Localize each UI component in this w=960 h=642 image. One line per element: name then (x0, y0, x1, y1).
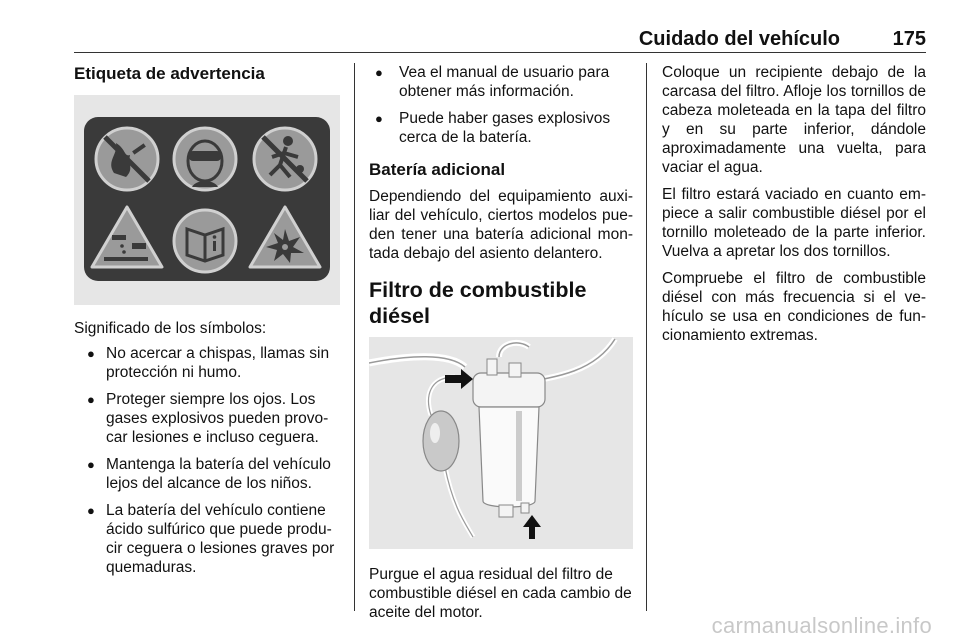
list-item-text: Mantenga la batería del vehículo lejos del alcance de los niños. (106, 456, 331, 492)
column-2 (369, 63, 633, 630)
column-divider (646, 63, 647, 611)
list-item-text: Puede haber gases explosivos cerca de la batería. (399, 110, 611, 146)
section-heading-diesel-filter: Filtro de combustible diésel (369, 278, 587, 328)
diesel-filter-figure (369, 337, 633, 549)
additional-battery-text: Dependiendo del equipamiento auxi-liar del vehículo, ciertos modelos pue-den tener una batería adicional mon-tada debajo del asiento delantero. (369, 188, 633, 262)
no-fire-icon (96, 128, 158, 190)
eye-protection-icon (174, 128, 236, 190)
list-item: ● No acercar a chispas, llamas sin protección ni humo. (87, 345, 330, 381)
symbol-meanings-list (74, 344, 340, 577)
paragraph: Coloque un recipiente debajo de la carcasa del filtro. Afloje los tornillos de cabeza moleteada en la tapa del filtro y en su parte inferior, dándole aproximadamente una vuelta, para vaciar el agua. (662, 64, 926, 176)
arrow-icon (445, 369, 473, 389)
subsection-heading: Batería adicional (369, 160, 506, 179)
list-item: ● Mantenga la batería del vehículo lejos del alcance de los niños. (87, 456, 331, 492)
symbol-meanings-list-continued (369, 63, 633, 147)
column-divider (354, 63, 355, 611)
list-item-text: Proteger siempre los ojos. Los gases explosivos pueden provo-car lesiones e incluso ceguera. (106, 391, 329, 446)
list-item-text: Vea el manual de usuario para obtener más información. (399, 64, 610, 100)
column-3 (662, 63, 926, 353)
list-item-text: No acercar a chispas, llamas sin protección ni humo. (106, 345, 330, 381)
list-item: ● Proteger siempre los ojos. Los gases explosivos pueden provo-car lesiones e incluso ceguera. (87, 391, 329, 446)
section-title: Cuidado del vehículo (638, 28, 840, 50)
arrow-icon (523, 515, 541, 539)
list-item: ● Puede haber gases explosivos cerca de la batería. (375, 110, 611, 146)
paragraph: El filtro estará vaciado en cuanto em-piece a salir combustible diésel por el tornillo moleteado de la parte inferior. Vuelva a apretar los dos tornillos. (662, 186, 926, 260)
page-number: 175 (892, 28, 926, 50)
paragraph: Compruebe el filtro de combustible diésel con más frecuencia si el ve-hículo se usa en condiciones de fun-cionamiento extremas. (662, 270, 926, 344)
figure-caption: Purgue el agua residual del filtro de combustible diésel en cada cambio de aceite del motor. (369, 566, 632, 621)
column-1 (74, 63, 340, 585)
running-header (74, 28, 926, 53)
list-item-text: La batería del vehículo contiene ácido sulfúrico que puede produ-cir ceguera o lesiones graves por quemaduras. (106, 502, 335, 576)
list-item: ● La batería del vehículo contiene ácido sulfúrico que puede produ-cir ceguera o lesiones graves por quemaduras. (87, 502, 335, 576)
read-manual-icon (174, 210, 236, 272)
warning-label-figure (74, 95, 340, 305)
section-heading: Etiqueta de advertencia (74, 64, 265, 83)
watermark: carmanualsonline.info (711, 613, 932, 638)
keep-children-away-icon (254, 128, 316, 190)
list-item: ● Vea el manual de usuario para obtener más información. (375, 64, 610, 100)
symbols-intro: Significado de los símbolos: (74, 320, 267, 337)
